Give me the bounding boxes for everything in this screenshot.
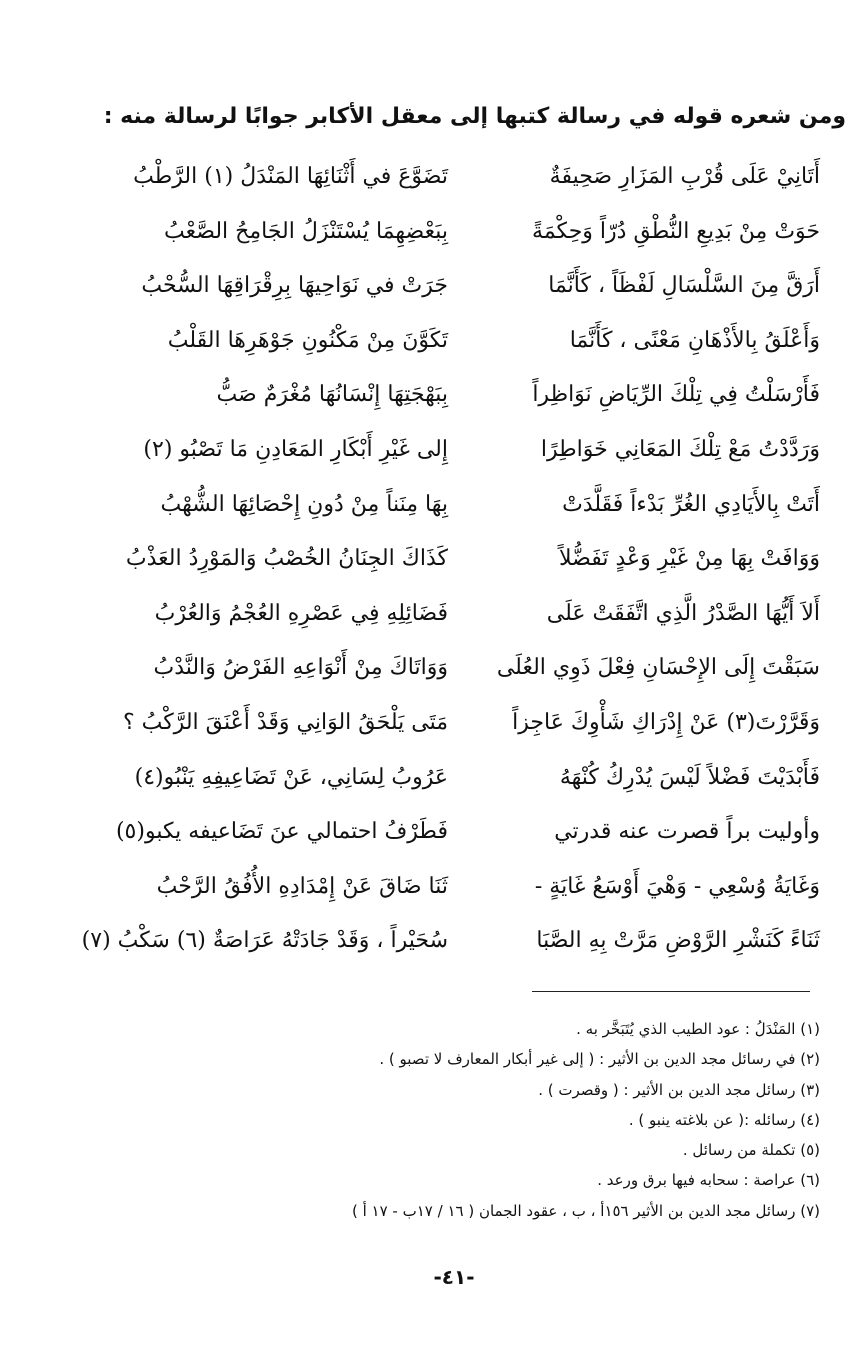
- intro-heading: ومن شعره قوله في رسالة كتبها إلى معقل الأكابر جوابًا لرسالة منه :: [103, 104, 846, 129]
- verse: [0, 860, 868, 915]
- footnote: (٣) رسائل مجد الدين بن الأثير : ( وقصرت ) .: [538, 1080, 820, 1099]
- first-hemistich: وأوليت براً قصرت عنه قدرتي: [554, 819, 820, 845]
- second-hemistich: سُحَيْراً ، وَقَدْ جَادَتْهُ عَرَاصَةٌ (٦) سَكْبُ (٧): [81, 928, 448, 954]
- verse: [0, 914, 868, 969]
- verse: [0, 751, 868, 806]
- first-hemistich: سَبَقْتَ إِلَى الإِحْسَانِ فِعْلَ ذَوِي العُلَى: [496, 655, 820, 681]
- second-hemistich: فَطَرْفُ احتمالي عنَ تَضَاعيفه يكبو(٥): [115, 819, 448, 845]
- first-hemistich: فَأَرْسَلْتُ فِي تِلْكَ الرِّيَاضِ نَوَاظِراً: [532, 382, 820, 408]
- footnote: (٧) رسائل مجد الدين بن الأثير ١٥٦أ ، ب ، عقود الجمان ( ١٦ / ١٧ب - ١٧ أ ): [351, 1201, 820, 1220]
- verse: [0, 205, 868, 260]
- first-hemistich: فَأَبْدَيْتَ فَضْلاً لَيْسَ يُدْرِكُ كُنْهَهُ: [559, 764, 820, 790]
- second-hemistich: جَرَتْ في نَوَاحِيهَا بِرِقْرَاقِهَا السُّحْبُ: [141, 273, 448, 299]
- footnotes: [40, 1014, 820, 1226]
- first-hemistich: حَوَتْ مِنْ بَدِيعِ النُّطْقِ دُرّاً وَحِكْمَةً: [532, 218, 820, 244]
- first-hemistich: وَوَافَتْ بِهَا مِنْ غَيْرِ وَعْدٍ تَفَضُّلاً: [559, 546, 820, 572]
- second-hemistich: بِهَا مِنَناً مِنْ دُونِ إِحْصَائِهَا الشُّهْبُ: [160, 491, 448, 517]
- verse: [0, 259, 868, 314]
- first-hemistich: أَتَتْ بِالأَيَادِي الغُرِّ بَدْءاً فَقَلَّدَتْ: [562, 491, 820, 517]
- second-hemistich: تَكَوَّنَ مِنْ مَكْنُونِ جَوْهَرِهَا القَلْبُ: [167, 327, 448, 353]
- verse: [0, 423, 868, 478]
- verse: [0, 805, 868, 860]
- first-hemistich: أَتَانِيْ عَلَى قُرْبِ المَزَارِ صَحِيفَةٌ: [549, 164, 820, 189]
- first-hemistich: وَأَعْلَقُ بِالأَذْهَانِ مَعْنًى ، كَأَنَّمَا: [569, 327, 820, 353]
- second-hemistich: ثَنَا ضَاقَ عَنْ إِمْدَادِهِ الأُفُقُ الرَّحْبُ: [156, 873, 448, 899]
- second-hemistich: بِبَعْضِهِمَا يُسْتَنْزَلُ الجَامِحُ الصَّعْبُ: [164, 218, 448, 244]
- footnote: (٥) تكملة من رسائل .: [682, 1141, 820, 1160]
- footnote: (١) المَنْدَلُ : عود الطيب الذي يُتَبَخَّر به .: [576, 1020, 820, 1038]
- verse: [0, 532, 868, 587]
- first-hemistich: وَغَايَةُ وُسْعِي - وَهْيَ أَوْسَعُ غَايَةٍ -: [534, 873, 820, 899]
- verse: [0, 478, 868, 533]
- verse: [0, 150, 868, 205]
- first-hemistich: أَلاَ أَيُّهَا الصَّدْرُ الَّذِي اتَّفَقَتْ عَلَى: [546, 600, 820, 626]
- page-number: -٤١-: [433, 1265, 475, 1289]
- footnote: (٦) عراصة : سحابه فيها برق ورعد .: [597, 1171, 820, 1190]
- second-hemistich: كَذَاكَ الجِنَانُ الخُصْبُ وَالمَوْرِدُ العَذْبُ: [125, 546, 448, 572]
- second-hemistich: وَوَاتَاكَ مِنْ أَنْوَاعِهِ الفَرْضُ وَالنَّدْبُ: [153, 655, 448, 681]
- verse: [0, 368, 868, 423]
- second-hemistich: تَضَوَّعَ في أَثْنَائِهَا المَنْدَلُ (١) الرَّطْبُ: [133, 164, 448, 189]
- second-hemistich: إِلى غَيْرِ أَبْكَارِ المَعَادِنِ مَا تَصْبُو (٢): [143, 436, 448, 462]
- second-hemistich: مَتَى يَلْحَقُ الوَانِي وَقَدْ أَعْنَقَ الرَّكْبُ ؟: [122, 709, 448, 735]
- verse: [0, 696, 868, 751]
- verse: [0, 314, 868, 369]
- verse: [0, 587, 868, 642]
- footnote: (٤) رسائله :( عن بلاغته ينبو ) .: [628, 1110, 820, 1129]
- first-hemistich: وَرَدَّدْتُ مَعْ تِلْكَ المَعَانِي خَوَاطِرًا: [540, 436, 820, 462]
- footnote-divider: [532, 991, 810, 992]
- first-hemistich: وَقَرَّرْتَ(٣) عَنْ إِدْرَاكِ شَأْوِكَ عَاجِزاً: [512, 709, 820, 735]
- poem: [0, 150, 868, 969]
- first-hemistich: أَرَقَّ مِنَ السَّلْسَالِ لَفْظَاً ، كَأَنَّمَا: [548, 273, 820, 299]
- first-hemistich: ثَنَاءً كَنَشْرِ الرَّوْضِ مَرَّتْ بِهِ الصَّبَا: [536, 928, 820, 954]
- second-hemistich: فَضَائِلِهِ فِي عَصْرِهِ العُجْمُ وَالعُرْبُ: [154, 600, 448, 626]
- second-hemistich: عَرُوبُ لِسَانِي، عَنْ تَضَاعِيفِهِ يَنْبُو(٤): [134, 764, 448, 790]
- second-hemistich: بِبَهْجَتِهَا إِنْسَانُهَا مُغْرَمٌ صَبُّ: [216, 382, 448, 408]
- verse: [0, 641, 868, 696]
- footnote: (٢) في رسائل مجد الدين بن الأثير : ( إلى غير أبكار المعارف لا تصبو ) .: [379, 1050, 820, 1069]
